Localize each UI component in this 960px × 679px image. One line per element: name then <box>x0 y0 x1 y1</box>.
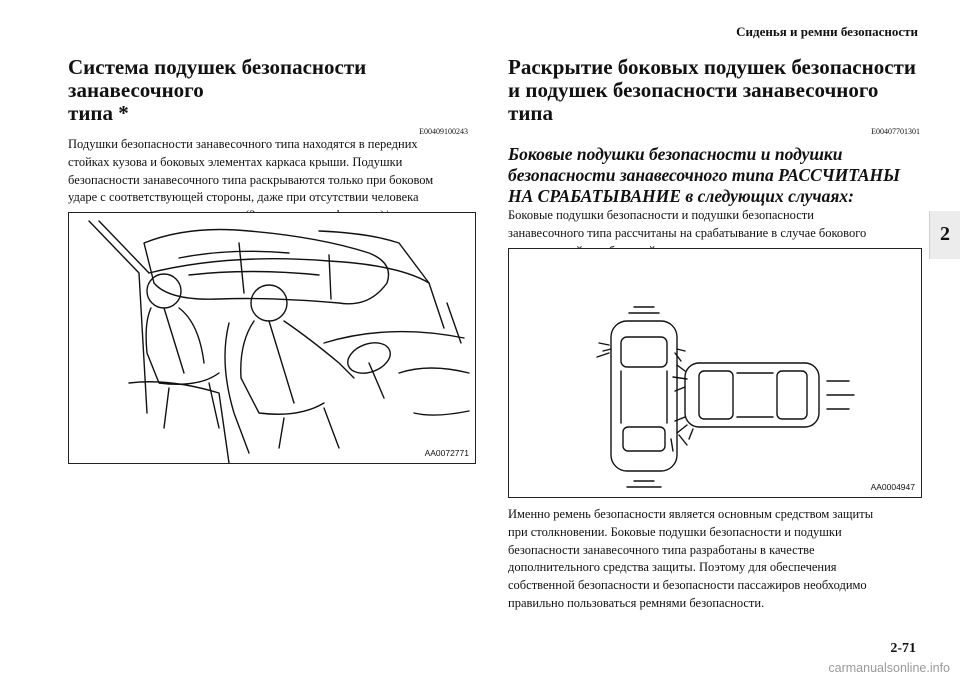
watermark[interactable]: carmanualsonline.info <box>828 661 950 675</box>
subheading-line: НА СРАБАТЫВАНИЕ в следующих случаях: <box>508 186 854 206</box>
right-heading-line-1: Раскрытие боковых подушек безопасности <box>508 55 916 79</box>
subheading-line: безопасности занавесочного типа РАССЧИТАНЫ <box>508 165 901 185</box>
text-line: безопасности занавесочного типа раскрываются только при боковом <box>68 172 434 187</box>
text-line: собственной безопасности и безопасности пассажиров необходимо <box>508 578 867 593</box>
side-impact-figure <box>508 248 922 498</box>
curtain-airbag-illustration <box>69 213 475 463</box>
chapter-tab <box>929 211 960 259</box>
text-line: правильно пользоваться ремнями безопасности. <box>508 595 765 610</box>
left-heading-line-2: типа * <box>68 101 129 125</box>
figure-code: AA0072771 <box>424 448 469 458</box>
text-line: ударе с соответствующей стороны, даже при отсутствии человека <box>68 190 419 205</box>
page-number: 2-71 <box>890 641 916 656</box>
left-section-code: E00409100243 <box>419 127 468 136</box>
chapter-tab-number: 2 <box>940 223 950 245</box>
right-heading-line-2: и подушек безопасности занавесочного типа <box>508 78 879 125</box>
subheading-line: Боковые подушки безопасности и подушки <box>508 144 843 164</box>
text-line: занавесочного типа рассчитаны на срабатывание в случае бокового <box>508 225 867 240</box>
text-line: при столкновении. Боковые подушки безопасности и подушки <box>508 524 842 539</box>
text-line: безопасности занавесочного типа разработаны в качестве <box>508 542 815 557</box>
figure-code: AA0004947 <box>870 482 915 492</box>
text-line: стойках кузова и боковых элементах каркаса крыши. Подушки <box>68 154 403 169</box>
right-section-code: E00407701301 <box>871 127 920 136</box>
text-line: Подушки безопасности занавесочного типа находятся в передних <box>68 137 418 151</box>
right-subheading <box>508 144 920 207</box>
right-paragraph-2 <box>508 506 920 613</box>
text-line: Именно ремень безопасности является основным средством защиты <box>508 507 874 521</box>
left-heading-line-1: Система подушек безопасности занавесочного <box>68 55 367 102</box>
side-impact-illustration <box>509 249 921 497</box>
running-header: Сиденья и ремни безопасности <box>736 24 918 39</box>
curtain-airbag-figure <box>68 212 476 464</box>
text-line: дополнительного средства защиты. Поэтому для обеспечения <box>508 560 837 575</box>
right-section <box>508 56 920 278</box>
text-line: Боковые подушки безопасности и подушки безопасности <box>508 208 814 222</box>
